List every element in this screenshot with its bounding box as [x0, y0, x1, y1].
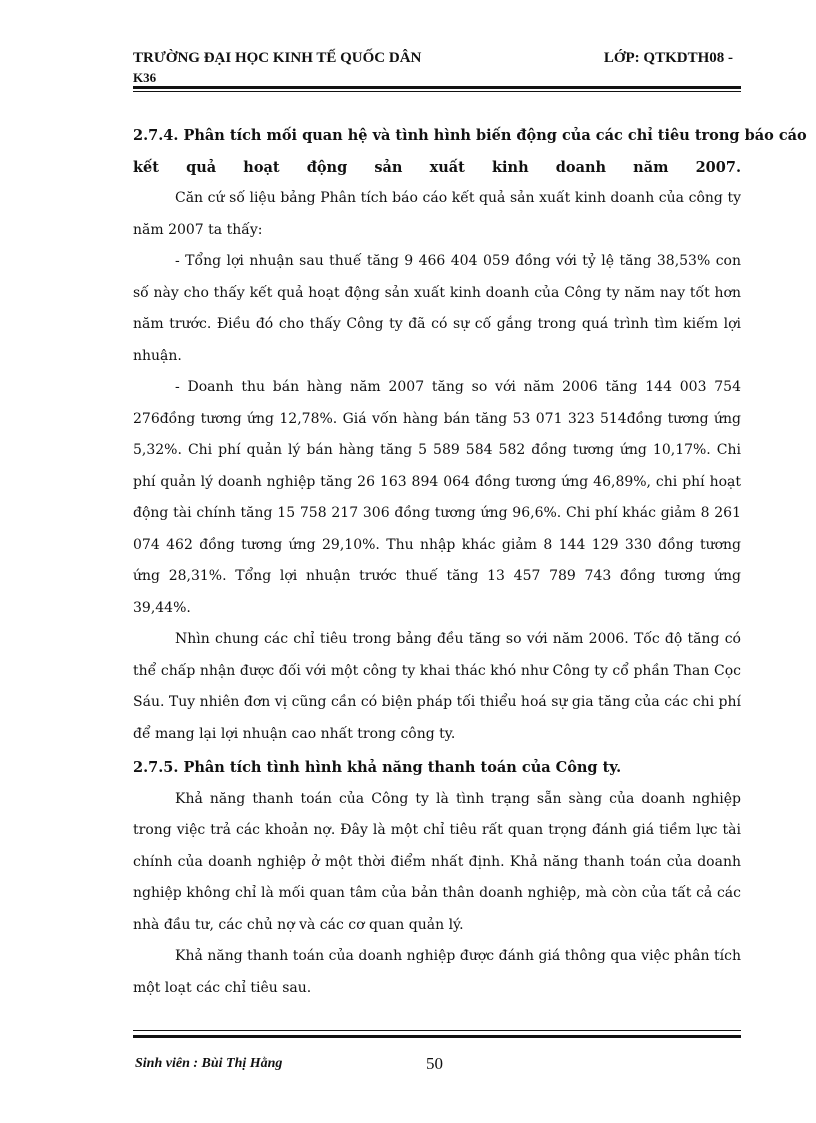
- paragraph: - Tổng lợi nhuận sau thuế tăng 9 466 404 059 đồng với tỷ lệ tăng 38,53% con số này cho thấy kết quả hoạt động sản xuất kinh doanh của Công ty năm nay tốt hơn năm trước. Điều đó cho thấy Công ty đã có sự cố gắng trong quá trình tìm kiếm lợi nhuận.: [133, 253, 741, 364]
- section-heading-2-7-4: 2.7.4. Phân tích mối quan hệ và tình hình biến động của các chỉ tiêu trong báo cáo: [133, 127, 807, 144]
- paragraph: Căn cứ số liệu bảng Phân tích báo cáo kết quả sản xuất kinh doanh của công ty năm 2007 ta thấy:: [133, 190, 741, 238]
- footer-rule-thin: [133, 1030, 741, 1031]
- paragraph: Khả năng thanh toán của Công ty là tình trạng sẵn sàng của doanh nghiệp trong việc trả các khoản nợ. Đây là một chỉ tiêu rất quan trọng đánh giá tiềm lực tài chính của doanh nghiệp ở một thời điểm nhất định. Khả năng thanh toán của doanh nghiệp không chỉ là mối quan tâm của bản thân doanh nghiệp, mà còn của tất cả các nhà đầu tư, các chủ nợ và các cơ quan quản lý.: [133, 790, 741, 933]
- page-header: [133, 50, 741, 90]
- school-name: TRƯỜNG ĐẠI HỌC KINH TẾ QUỐC DÂN: [133, 50, 422, 66]
- section-heading-2-7-4-cont: kết quả hoạt động sản xuất kinh doanh năm 2007.: [133, 158, 741, 176]
- footer-rule-thick: [133, 1035, 741, 1038]
- student-name: Sinh viên : Bùi Thị Hằng: [135, 1056, 283, 1071]
- class-suffix: K36: [133, 70, 157, 85]
- section-heading-2-7-5: 2.7.5. Phân tích tình hình khả năng thanh toán của Công ty.: [133, 759, 622, 776]
- page-number: 50: [426, 1054, 443, 1073]
- paragraph: Nhìn chung các chỉ tiêu trong bảng đều tăng so với năm 2006. Tốc độ tăng có thể chấp nhận được đối với một công ty khai thác khó như Công ty cổ phần Than Cọc Sáu. Tuy nhiên đơn vị cũng cần có biện pháp tối thiểu hoá sự gia tăng của các chi phí để mang lại lợi nhuận cao nhất trong công ty.: [133, 631, 741, 742]
- header-rule-thin: [133, 91, 741, 92]
- class-label: LỚP: QTKDTH08 -: [603, 50, 733, 66]
- document-body: [133, 120, 807, 1004]
- paragraph: Khả năng thanh toán của doanh nghiệp được đánh giá thông qua việc phân tích một loạt các chỉ tiêu sau.: [133, 948, 741, 996]
- paragraph: - Doanh thu bán hàng năm 2007 tăng so với năm 2006 tăng 144 003 754 276đồng tương ứng 12,78%. Giá vốn hàng bán tăng 53 071 323 514đồng tương ứng 5,32%. Chi phí quản lý bán hàng tăng 5 589 584 582 đồng tương ứng 10,17%. Chi phí quản lý doanh nghiệp tăng 26 163 894 064 đồng tương ứng 46,89%, chi phí hoạt động tài chính tăng 15 758 217 306 đồng tương ứng 96,6%. Chi phí khác giảm 8 261 074 462 đồng tương ứng 29,10%. Thu nhập khác giảm 8 144 129 330 đồng tương ứng 28,31%. Tổng lợi nhuận trước thuế tăng 13 457 789 743 đồng tương ứng 39,44%.: [133, 379, 741, 616]
- header-rule-thick: [133, 86, 741, 89]
